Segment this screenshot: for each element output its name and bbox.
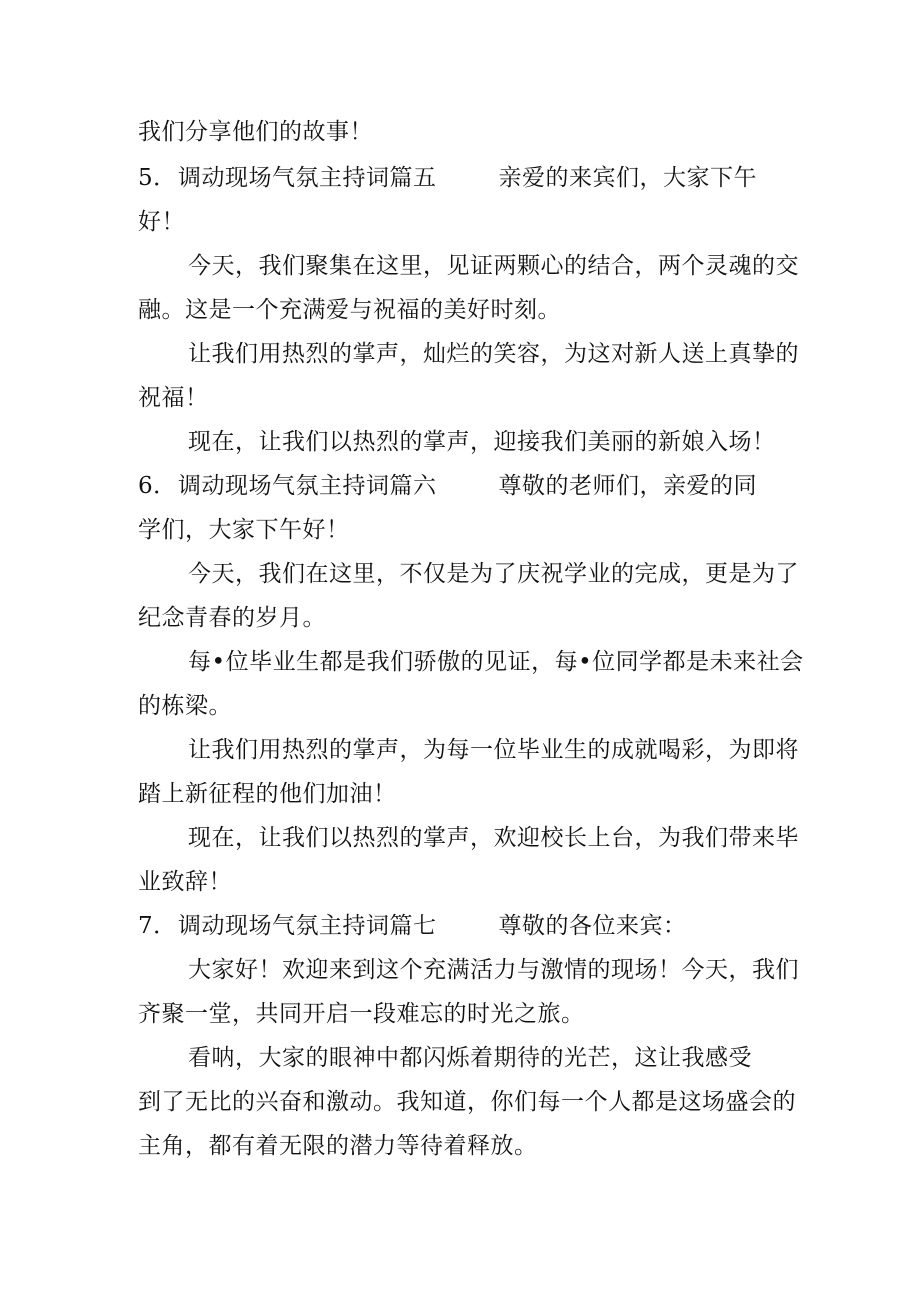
- paragraph-line: 每•位毕业生都是我们骄傲的见证，每•位同学都是未来社会: [188, 649, 804, 675]
- paragraph-line: 现在，让我们以热烈的掌声，欢迎校长上台，为我们带来毕: [188, 825, 799, 851]
- text-line: 我们分享他们的故事！: [138, 119, 373, 145]
- text-line: 踏上新征程的他们加油！: [138, 781, 397, 807]
- section-opening: 尊敬的各位来宾：: [498, 913, 687, 939]
- section-title: 调动现场气氛主持词篇五: [178, 165, 437, 191]
- section-heading-7: [138, 911, 687, 941]
- text-line: 纪念青春的岁月。: [138, 605, 326, 631]
- section-heading-5: [138, 163, 757, 193]
- text-line: 学们，大家下午好！: [138, 517, 350, 543]
- section-opening: 亲爱的来宾们，大家下午: [498, 165, 757, 191]
- section-heading-6: [138, 471, 757, 501]
- section-number: 5．: [138, 165, 177, 191]
- section-title: 调动现场气氛主持词篇七: [178, 913, 437, 939]
- paragraph-line: 大家好！欢迎来到这个充满活力与激情的现场！今天，我们: [188, 957, 799, 983]
- paragraph-line: 让我们用热烈的掌声，为每一位毕业生的成就喝彩，为即将: [188, 737, 799, 763]
- text-line: 齐聚一堂，共同开启一段难忘的时光之旅。: [138, 1001, 585, 1027]
- paragraph-line: 看呐，大家的眼神中都闪烁着期待的光芒，这让我感受: [188, 1045, 752, 1071]
- paragraph-line: 今天，我们聚集在这里，见证两颗心的结合，两个灵魂的交: [188, 253, 799, 279]
- section-number: 6．: [138, 473, 177, 499]
- paragraph-line: 现在，让我们以热烈的掌声，迎接我们美丽的新娘入场！: [188, 429, 776, 455]
- paragraph-line: 让我们用热烈的掌声，灿烂的笑容，为这对新人送上真挚的: [188, 341, 799, 367]
- text-line: 融。这是一个充满爱与祝福的美好时刻。: [138, 297, 561, 323]
- section-title: 调动现场气氛主持词篇六: [178, 473, 437, 499]
- text-line: 的栋梁。: [138, 693, 232, 719]
- text-line: 好！: [138, 209, 185, 235]
- section-opening: 尊敬的老师们，亲爱的同: [498, 473, 757, 499]
- text-line: 业致辞！: [138, 869, 232, 895]
- paragraph-line: 今天，我们在这里，不仅是为了庆祝学业的完成，更是为了: [188, 561, 799, 587]
- text-line: 主角，都有着无限的潜力等待着释放。: [138, 1133, 538, 1159]
- text-line: 到了无比的兴奋和激动。我知道，你们每一个人都是这场盛会的: [138, 1089, 796, 1115]
- text-line: 祝福！: [138, 385, 209, 411]
- section-number: 7．: [138, 913, 177, 939]
